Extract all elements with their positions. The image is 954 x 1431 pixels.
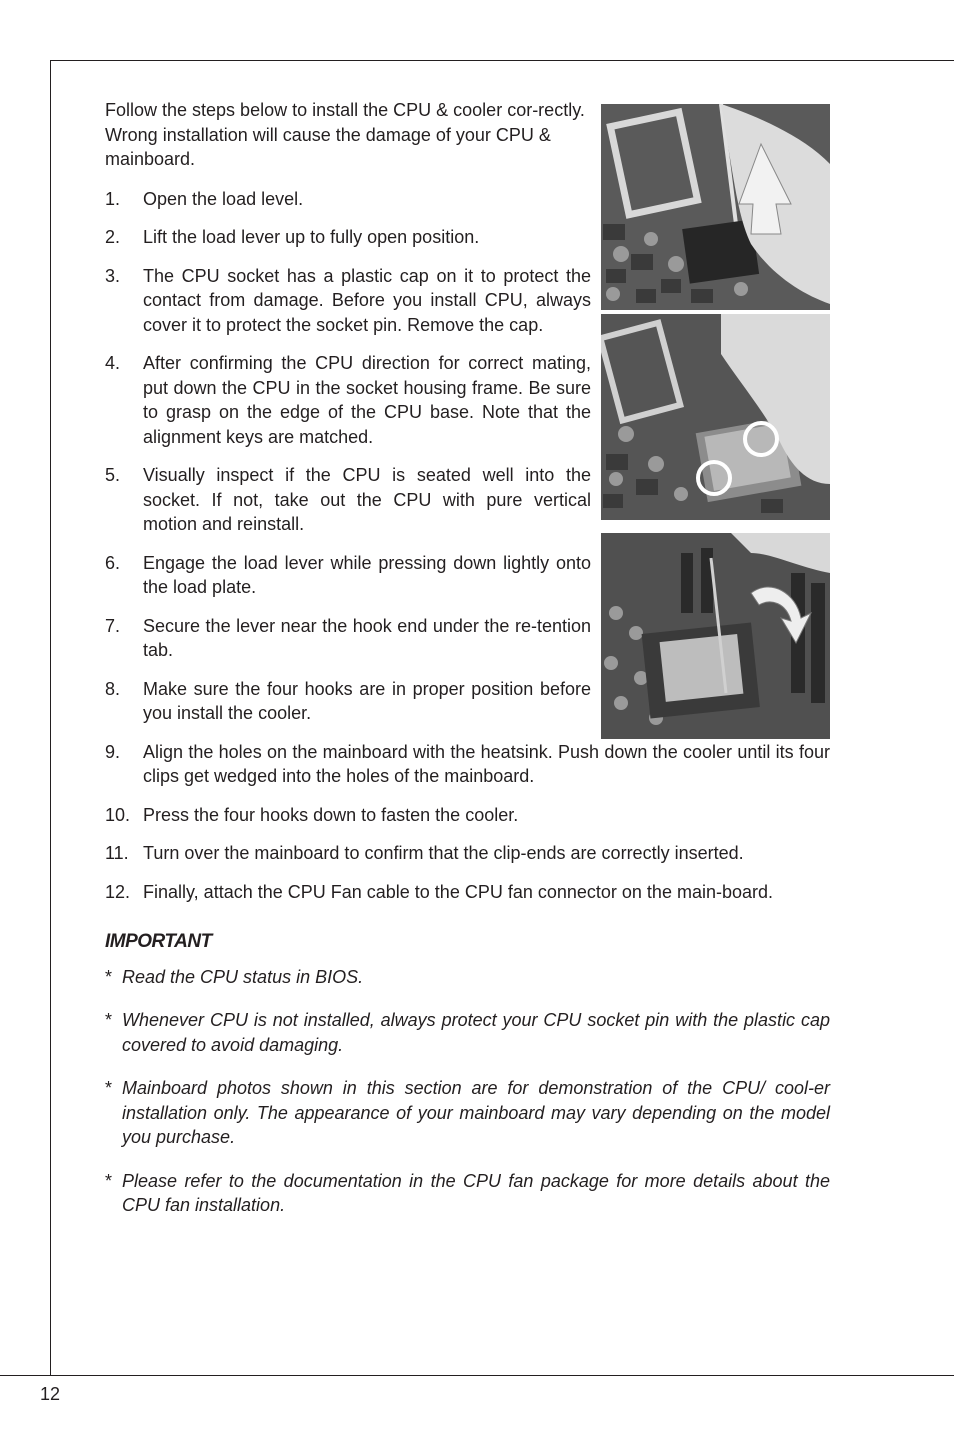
important-notes-list — [105, 965, 830, 1218]
step-number: 1. — [105, 188, 121, 209]
photo-place-cpu — [601, 314, 830, 520]
step-number: 6. — [105, 552, 121, 573]
note-item — [105, 1169, 830, 1218]
note-item — [105, 965, 830, 990]
note-text: Whenever CPU is not installed, always protect your CPU socket pin with the plastic cap covered to avoid damaging. — [122, 1010, 830, 1055]
step-item — [105, 264, 591, 338]
step-text: Press the four hooks down to fasten the cooler. — [143, 804, 519, 825]
step-item — [105, 841, 830, 866]
step-number: 4. — [105, 353, 121, 373]
important-heading: IMPORTANT — [105, 931, 212, 952]
note-text: Read the CPU status in BIOS. — [122, 966, 364, 987]
bullet-star: * — [105, 1078, 113, 1098]
step-text: Align the holes on the mainboard with the heatsink. Push down the cooler until its four clips get wedged into the holes of the mainboard. — [143, 741, 830, 786]
step-item — [105, 187, 591, 212]
step-number: 11. — [105, 843, 129, 863]
step-item — [105, 740, 830, 789]
step-text: Visually inspect if the CPU is seated well into the socket. If not, take out the CPU with pure vertical motion and reinstall. — [143, 465, 591, 534]
step-item — [105, 880, 830, 905]
photo-open-load-lever — [601, 104, 830, 310]
bullet-star: * — [105, 966, 113, 987]
page-frame-top — [50, 60, 954, 61]
note-item — [105, 1008, 830, 1057]
photo-engage-load-lever — [601, 533, 830, 739]
step-text: Secure the lever near the hook end under the re-tention tab. — [143, 615, 591, 660]
page-frame-bottom — [0, 1375, 954, 1376]
step-text: Open the load level. — [143, 188, 304, 209]
step-text: Engage the load lever while pressing down lightly onto the load plate. — [143, 552, 591, 597]
step-text: After confirming the CPU direction for correct mating, put down the CPU in the socket housing frame. Be sure to grasp on the edge of the CPU base. Note that the alignment keys are matched. — [143, 353, 591, 447]
step-item — [105, 551, 591, 600]
step-number: 12. — [105, 881, 131, 902]
note-text: Please refer to the documentation in the CPU fan package for more details about the CPU fan installation. — [122, 1170, 830, 1215]
step-text: Make sure the four hooks are in proper position before you install the cooler. — [143, 678, 591, 723]
bullet-star: * — [105, 1170, 113, 1191]
step-number: 9. — [105, 741, 121, 762]
step-number: 2. — [105, 227, 121, 247]
step-item — [105, 225, 591, 250]
step-text: Turn over the mainboard to confirm that the clip-ends are correctly inserted. — [143, 843, 744, 863]
step-item — [105, 351, 591, 449]
step-text: Lift the load lever up to fully open position. — [143, 227, 480, 247]
step-item — [105, 677, 591, 726]
step-item — [105, 463, 591, 537]
page-frame-left — [50, 60, 51, 1376]
step-item — [105, 803, 830, 828]
page-number: 12 — [40, 1384, 61, 1404]
note-item — [105, 1076, 830, 1150]
note-text: Mainboard photos shown in this section are for demonstration of the CPU/ cool-er installation only. The appearance of your mainboard may vary depending on the model you purchase. — [122, 1078, 830, 1147]
intro-paragraph: Follow the steps below to install the CPU & cooler cor-rectly. Wrong installation will cause the damage of your CPU & mainboard. — [105, 100, 585, 169]
step-number: 8. — [105, 678, 121, 699]
step-number: 3. — [105, 265, 121, 286]
step-number: 7. — [105, 615, 121, 636]
step-number: 5. — [105, 465, 121, 485]
step-number: 10. — [105, 804, 131, 825]
step-text: The CPU socket has a plastic cap on it to protect the contact from damage. Before you install CPU, always cover it to protect the socket pin. Remove the cap. — [143, 265, 591, 335]
step-item — [105, 614, 591, 663]
bullet-star: * — [105, 1010, 113, 1030]
step-text: Finally, attach the CPU Fan cable to the CPU fan connector on the main-board. — [143, 881, 773, 902]
